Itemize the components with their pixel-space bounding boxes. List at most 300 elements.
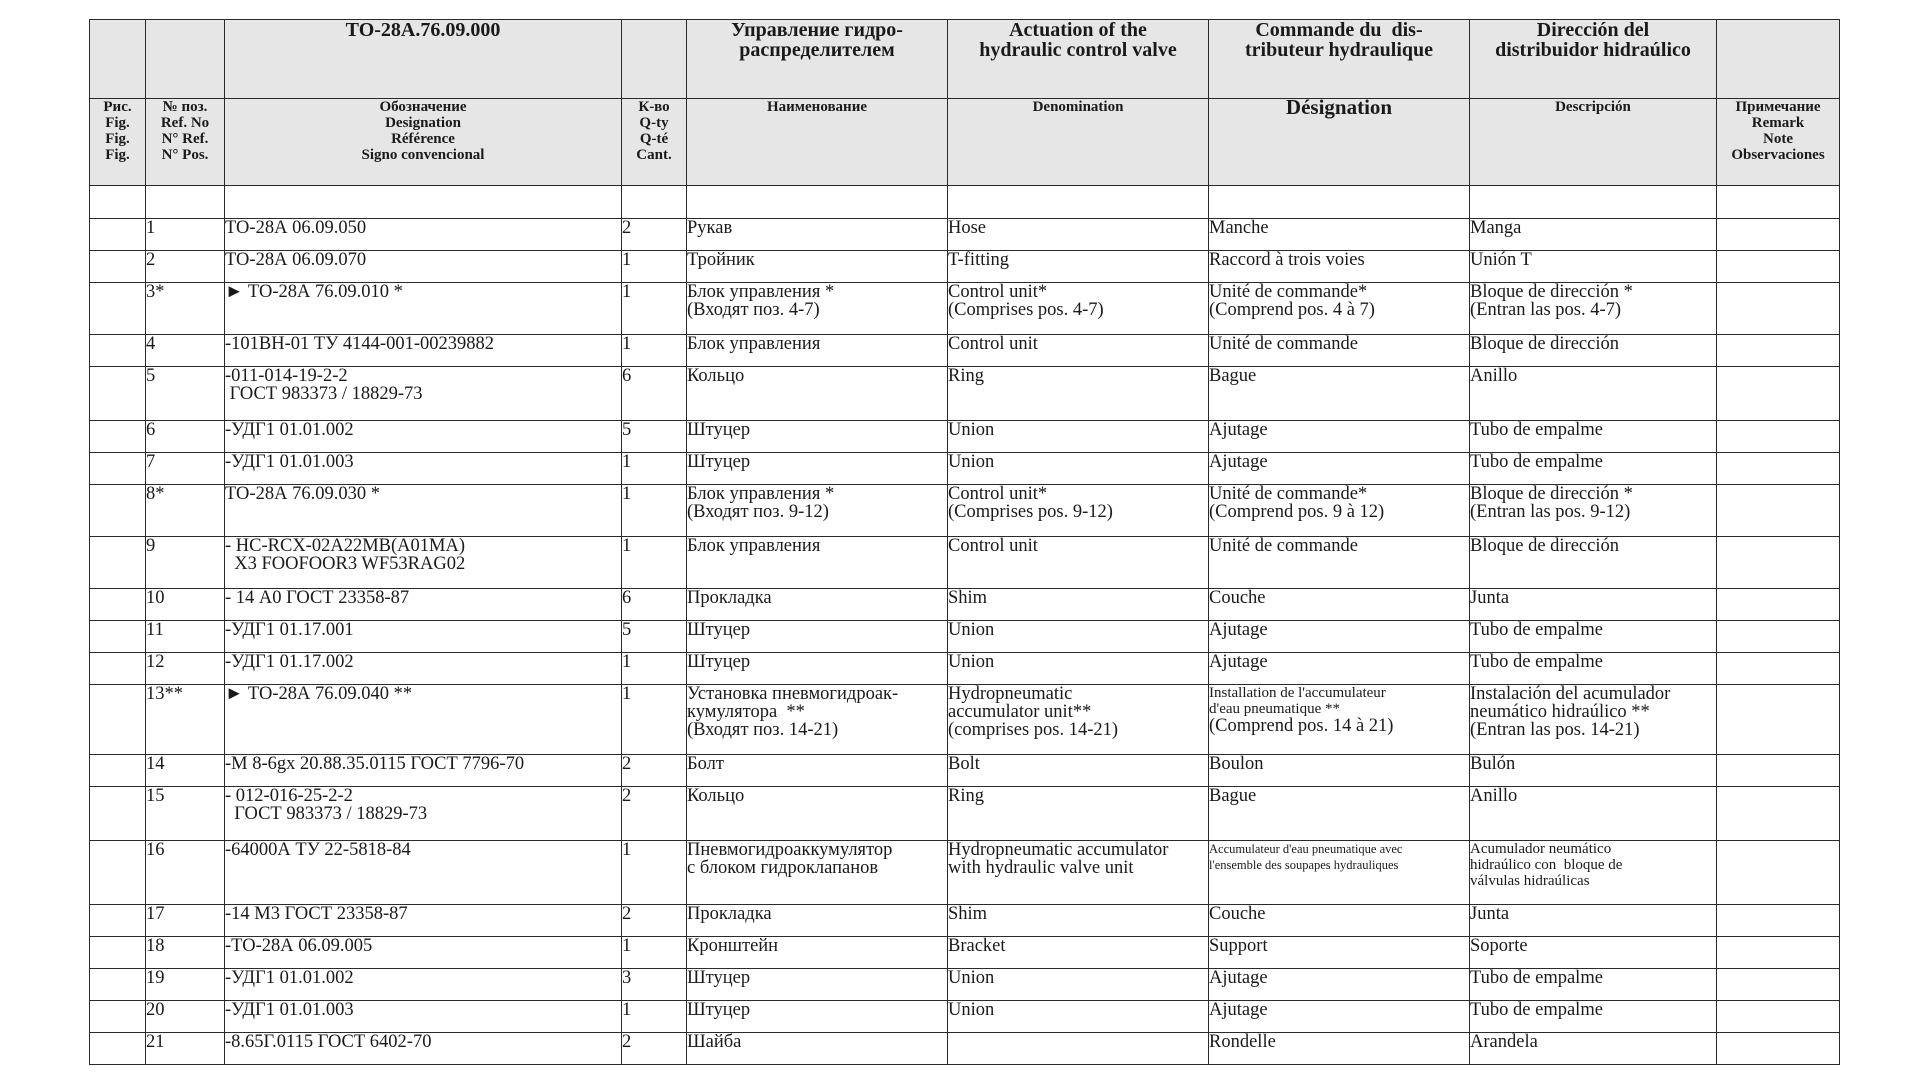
col-designation-header (225, 99, 622, 186)
name-es-cell (1470, 969, 1717, 1001)
name-ru-line: Кронштейн (687, 936, 779, 956)
name-ru-line: (Входят поз. 4-7) (687, 300, 820, 320)
col-qty-line: Q-té (639, 131, 669, 147)
name-fr-line: Manche (1209, 218, 1269, 238)
spacer-cell (687, 186, 948, 219)
qty-cell: 6 (622, 589, 687, 621)
qty-cell: 1 (622, 485, 687, 537)
name-ru-cell (687, 937, 948, 969)
name-en-line: Union (948, 452, 995, 472)
designation-line: -14 М3 ГОСТ 23358-87 (225, 904, 408, 924)
name-en-line: Union (948, 968, 995, 988)
name-es-line: Junta (1470, 904, 1510, 924)
name-en-cell (948, 367, 1209, 421)
table-row (90, 841, 1840, 905)
designation-line: ТО-28А 76.09.030 * (225, 484, 380, 504)
name-en-cell (948, 219, 1209, 251)
name-en-line: Union (948, 652, 995, 672)
name-fr-line: l'ensemble des soupapes hydrauliques (1209, 858, 1399, 872)
name-es-cell (1470, 537, 1717, 589)
fig-cell (90, 841, 146, 905)
name-fr-line: Bague (1209, 366, 1257, 386)
fig-cell (90, 905, 146, 937)
qty-cell: 1 (622, 937, 687, 969)
name-es-cell (1470, 787, 1717, 841)
spacer-row (90, 186, 1840, 219)
pos-cell: 10 (146, 589, 225, 621)
name-fr-line: Ajutage (1209, 452, 1268, 472)
name-ru-cell (687, 485, 948, 537)
name-ru-line: Штуцер (687, 968, 751, 988)
col-designation-line: Designation (385, 115, 461, 131)
title-en (948, 20, 1209, 99)
name-ru-line: Шайба (687, 1032, 742, 1052)
designation-line: -УДГ1 01.01.002 (225, 420, 354, 440)
designation-cell (225, 969, 622, 1001)
name-ru-line: Прокладка (687, 904, 772, 924)
name-fr-cell (1209, 621, 1470, 653)
name-en-cell (948, 841, 1209, 905)
name-ru-cell (687, 367, 948, 421)
name-en-cell (948, 621, 1209, 653)
pos-cell: 12 (146, 653, 225, 685)
name-es-line: Acumulador neumático (1470, 841, 1612, 857)
remark-cell (1717, 251, 1840, 283)
remark-cell (1717, 589, 1840, 621)
name-es-cell (1470, 283, 1717, 335)
name-fr-cell (1209, 335, 1470, 367)
name-en-line: Ring (948, 786, 984, 806)
name-fr-line: Raccord à trois voies (1209, 250, 1365, 270)
name-es-line: Junta (1470, 588, 1510, 608)
name-fr-cell (1209, 653, 1470, 685)
col-name-es-header: Descripción (1470, 99, 1717, 186)
name-fr-cell (1209, 841, 1470, 905)
designation-cell (225, 283, 622, 335)
name-ru-line: Штуцер (687, 652, 751, 672)
name-ru-line: Блок управления * (687, 484, 835, 504)
name-ru-line: Болт (687, 754, 724, 774)
designation-line: ТО-28А 06.09.050 (225, 218, 367, 238)
col-designation-line: Signo convencional (361, 147, 485, 163)
name-fr-line: Ajutage (1209, 420, 1268, 440)
name-fr-line: Bague (1209, 786, 1257, 806)
fig-cell (90, 283, 146, 335)
name-ru-line: Блок управления (687, 536, 821, 556)
col-pos-header (146, 99, 225, 186)
name-ru-cell (687, 283, 948, 335)
header-blank-qty (622, 20, 687, 99)
name-ru-line: Пневмогидроаккумулятор (687, 840, 893, 860)
name-en-line: Union (948, 620, 995, 640)
name-es-line: Anillo (1470, 786, 1518, 806)
name-en-line: Union (948, 1000, 995, 1020)
fig-cell (90, 1033, 146, 1065)
name-ru-cell (687, 1001, 948, 1033)
col-remark-header (1717, 99, 1840, 186)
name-fr-line: Boulon (1209, 754, 1264, 774)
name-en-cell (948, 653, 1209, 685)
table-row (90, 937, 1840, 969)
designation-cell (225, 653, 622, 685)
name-en-cell (948, 685, 1209, 755)
table-row (90, 787, 1840, 841)
name-fr-cell (1209, 1033, 1470, 1065)
name-es-line: Bloque de dirección * (1470, 484, 1633, 504)
fig-cell (90, 485, 146, 537)
fig-cell (90, 537, 146, 589)
qty-cell: 1 (622, 685, 687, 755)
name-es-line: Tubo de empalme (1470, 1000, 1603, 1020)
name-en-cell (948, 453, 1209, 485)
fig-cell (90, 621, 146, 653)
qty-cell: 1 (622, 841, 687, 905)
designation-cell (225, 537, 622, 589)
remark-cell (1717, 453, 1840, 485)
name-en-line: Bracket (948, 936, 1006, 956)
name-en-line: accumulator unit** (948, 702, 1092, 722)
name-en-line: Control unit* (948, 484, 1048, 504)
name-es-line: Tubo de empalme (1470, 620, 1603, 640)
designation-line: ГОСТ 983373 / 18829-73 (225, 804, 428, 824)
name-en-cell (948, 283, 1209, 335)
remark-cell (1717, 367, 1840, 421)
name-en-cell (948, 1001, 1209, 1033)
col-fig-line: Рис. (103, 99, 132, 115)
title-fr-line: tributeur hydraulique (1245, 39, 1433, 61)
column-header-row (90, 99, 1840, 186)
table-row (90, 653, 1840, 685)
header-blank-fig (90, 20, 146, 99)
name-fr-line: Support (1209, 936, 1268, 956)
fig-cell (90, 937, 146, 969)
name-fr-line: d'eau pneumatique ** (1209, 701, 1340, 717)
name-ru-cell (687, 787, 948, 841)
name-es-line: Bloque de dirección (1470, 334, 1619, 354)
remark-cell (1717, 335, 1840, 367)
name-es-cell (1470, 905, 1717, 937)
pos-cell: 13** (146, 685, 225, 755)
name-es-cell (1470, 219, 1717, 251)
remark-cell (1717, 219, 1840, 251)
table-row (90, 755, 1840, 787)
name-en-line: Control unit* (948, 282, 1048, 302)
qty-cell: 1 (622, 653, 687, 685)
table-row (90, 485, 1840, 537)
qty-cell: 1 (622, 335, 687, 367)
name-es-line: Anillo (1470, 366, 1518, 386)
name-fr-cell (1209, 589, 1470, 621)
qty-cell: 2 (622, 755, 687, 787)
qty-cell: 2 (622, 905, 687, 937)
name-es-line: neumático hidraúlico ** (1470, 702, 1650, 722)
col-name-ru-header: Наименование (687, 99, 948, 186)
name-ru-line: (Входят поз. 14-21) (687, 720, 839, 740)
fig-cell (90, 367, 146, 421)
qty-cell: 2 (622, 787, 687, 841)
designation-line: ГОСТ 983373 / 18829-73 (225, 384, 423, 404)
designation-line: - 14 А0 ГОСТ 23358-87 (225, 588, 410, 608)
name-ru-line: кумулятора ** (687, 702, 805, 722)
designation-line: -УДГ1 01.01.003 (225, 452, 354, 472)
designation-line: -УДГ1 01.01.002 (225, 968, 354, 988)
spacer-cell (1717, 186, 1840, 219)
title-en-line: hydraulic control valve (979, 39, 1177, 61)
col-remark-line: Remark (1751, 115, 1805, 131)
name-fr-cell (1209, 367, 1470, 421)
name-es-line: Manga (1470, 218, 1522, 238)
remark-cell (1717, 841, 1840, 905)
fig-cell (90, 755, 146, 787)
remark-cell (1717, 653, 1840, 685)
table-row (90, 969, 1840, 1001)
pos-cell: 14 (146, 755, 225, 787)
name-ru-line: Штуцер (687, 620, 751, 640)
name-fr-cell (1209, 219, 1470, 251)
remark-cell (1717, 283, 1840, 335)
parts-list-sheet (89, 19, 1839, 1065)
qty-cell: 1 (622, 1001, 687, 1033)
fig-cell (90, 787, 146, 841)
name-ru-line: Кольцо (687, 366, 745, 386)
pos-cell: 4 (146, 335, 225, 367)
name-fr-line: Unité de commande (1209, 536, 1358, 556)
name-ru-line: Блок управления (687, 334, 821, 354)
name-en-line: Shim (948, 904, 988, 924)
fig-cell (90, 589, 146, 621)
remark-cell (1717, 621, 1840, 653)
fig-cell (90, 653, 146, 685)
col-pos-line: N° Pos. (161, 147, 209, 163)
col-designation-line: Обозначение (379, 99, 467, 115)
col-remark-line: Примечание (1735, 99, 1821, 115)
designation-line: -М 8-6gx 20.88.35.0115 ГОСТ 7796-70 (225, 754, 525, 774)
name-fr-cell (1209, 937, 1470, 969)
table-row (90, 251, 1840, 283)
fig-cell (90, 453, 146, 485)
name-es-cell (1470, 421, 1717, 453)
pos-cell: 18 (146, 937, 225, 969)
name-en-cell (948, 335, 1209, 367)
designation-line: X3 FOOFOOR3 WF53RAG02 (225, 554, 466, 574)
designation-line: -УДГ1 01.01.003 (225, 1000, 354, 1020)
name-fr-line: Couche (1209, 904, 1266, 924)
name-fr-cell (1209, 969, 1470, 1001)
fig-cell (90, 335, 146, 367)
name-ru-line: Рукав (687, 218, 733, 238)
name-ru-line: Блок управления * (687, 282, 835, 302)
name-ru-cell (687, 219, 948, 251)
name-fr-line: Ajutage (1209, 652, 1268, 672)
name-es-cell (1470, 841, 1717, 905)
name-es-cell (1470, 755, 1717, 787)
qty-cell: 1 (622, 453, 687, 485)
fig-cell (90, 219, 146, 251)
name-es-cell (1470, 937, 1717, 969)
designation-cell (225, 905, 622, 937)
name-ru-cell (687, 905, 948, 937)
name-en-line: Bolt (948, 754, 980, 774)
name-ru-line: Прокладка (687, 588, 772, 608)
pos-cell: 16 (146, 841, 225, 905)
designation-cell (225, 453, 622, 485)
col-fig-line: Fig. (105, 115, 130, 131)
col-qty-line: Q-ty (639, 115, 669, 131)
pos-cell: 6 (146, 421, 225, 453)
name-es-cell (1470, 335, 1717, 367)
name-es-line: válvulas hidraúlicas (1470, 873, 1590, 889)
remark-cell (1717, 787, 1840, 841)
col-pos-line: N° Ref. (161, 131, 209, 147)
name-es-line: (Entran las pos. 9-12) (1470, 502, 1631, 522)
designation-line: -8.65Г.0115 ГОСТ 6402-70 (225, 1032, 432, 1052)
name-es-line: Instalación del acumulador (1470, 684, 1671, 704)
title-es (1470, 20, 1717, 99)
name-fr-line: Unité de commande* (1209, 282, 1368, 302)
remark-cell (1717, 685, 1840, 755)
table-row (90, 283, 1840, 335)
name-fr-cell (1209, 537, 1470, 589)
designation-line: - 012-016-25-2-2 (225, 786, 353, 806)
name-es-line: Tubo de empalme (1470, 420, 1603, 440)
name-es-line: Tubo de empalme (1470, 968, 1603, 988)
name-en-cell (948, 485, 1209, 537)
remark-cell (1717, 969, 1840, 1001)
name-fr-cell (1209, 1001, 1470, 1033)
pos-cell: 7 (146, 453, 225, 485)
col-pos-line: № поз. (162, 99, 208, 115)
name-ru-cell (687, 621, 948, 653)
pos-cell: 21 (146, 1033, 225, 1065)
name-ru-cell (687, 453, 948, 485)
name-es-cell (1470, 485, 1717, 537)
name-en-cell (948, 589, 1209, 621)
name-ru-line: Установка пневмогидроак- (687, 684, 899, 704)
title-es-line: distribuidor hidraúlico (1495, 39, 1691, 61)
remark-cell (1717, 537, 1840, 589)
fig-cell (90, 251, 146, 283)
name-en-line: Hydropneumatic accumulator (948, 840, 1169, 860)
designation-line: ► ТО-28А 76.09.040 ** (225, 684, 413, 704)
designation-line: -101ВН-01 ТУ 4144-001-00239882 (225, 334, 494, 354)
designation-line: -УДГ1 01.17.001 (225, 620, 354, 640)
table-row (90, 537, 1840, 589)
qty-cell: 2 (622, 219, 687, 251)
name-es-line: Tubo de empalme (1470, 652, 1603, 672)
designation-line: ► ТО-28А 76.09.010 * (225, 282, 403, 302)
qty-cell: 2 (622, 1033, 687, 1065)
qty-cell: 1 (622, 251, 687, 283)
pos-cell: 17 (146, 905, 225, 937)
pos-cell: 11 (146, 621, 225, 653)
name-es-line: hidraúlico con bloque de (1470, 857, 1623, 873)
header-blank-remark (1717, 20, 1840, 99)
col-qty-line: К-во (638, 99, 670, 115)
name-en-line: (comprises pos. 14-21) (948, 720, 1119, 740)
name-en-line: (Comprises pos. 9-12) (948, 502, 1113, 522)
remark-cell (1717, 937, 1840, 969)
table-row (90, 905, 1840, 937)
name-fr-line: (Comprend pos. 14 à 21) (1209, 716, 1394, 736)
table-row (90, 453, 1840, 485)
table-row (90, 1033, 1840, 1065)
pos-cell: 20 (146, 1001, 225, 1033)
col-designation-line: Référence (391, 131, 455, 147)
name-en-cell (948, 1033, 1209, 1065)
pos-cell: 9 (146, 537, 225, 589)
spacer-cell (90, 186, 146, 219)
name-fr-line: Ajutage (1209, 1000, 1268, 1020)
designation-line: - HC-RCX-02A22MB(A01MA) (225, 536, 465, 556)
table-row (90, 1001, 1840, 1033)
qty-cell: 5 (622, 421, 687, 453)
name-en-cell (948, 937, 1209, 969)
pos-cell: 19 (146, 969, 225, 1001)
name-en-line: (Comprises pos. 4-7) (948, 300, 1104, 320)
pos-cell: 15 (146, 787, 225, 841)
name-fr-cell (1209, 685, 1470, 755)
pos-cell: 8* (146, 485, 225, 537)
remark-cell (1717, 421, 1840, 453)
remark-cell (1717, 1033, 1840, 1065)
name-en-cell (948, 905, 1209, 937)
name-ru-line: Штуцер (687, 1000, 751, 1020)
spacer-cell (225, 186, 622, 219)
name-fr-line: Installation de l'accumulateur (1209, 685, 1386, 701)
name-en-line: Control unit (948, 536, 1038, 556)
name-fr-cell (1209, 283, 1470, 335)
fig-cell (90, 685, 146, 755)
designation-cell (225, 755, 622, 787)
name-en-cell (948, 251, 1209, 283)
col-name-en-header: Denomination (948, 99, 1209, 186)
remark-cell (1717, 905, 1840, 937)
name-es-line: (Entran las pos. 4-7) (1470, 300, 1622, 320)
name-en-cell (948, 755, 1209, 787)
name-es-cell (1470, 251, 1717, 283)
doc-number: ТО-28А.76.09.000 (225, 20, 622, 99)
qty-cell: 1 (622, 283, 687, 335)
remark-cell (1717, 1001, 1840, 1033)
table-row (90, 219, 1840, 251)
remark-cell (1717, 755, 1840, 787)
name-ru-cell (687, 421, 948, 453)
designation-line: -УДГ1 01.17.002 (225, 652, 354, 672)
table-row (90, 685, 1840, 755)
title-ru-line: Управление гидро- (731, 19, 903, 41)
name-fr-cell (1209, 251, 1470, 283)
name-fr-line: Accumulateur d'eau pneumatique avec (1209, 842, 1403, 856)
name-ru-cell (687, 1033, 948, 1065)
col-fig-header (90, 99, 146, 186)
name-es-line: Tubo de empalme (1470, 452, 1603, 472)
title-ru-line: распределителем (739, 39, 895, 61)
title-fr-line: Commande du dis- (1255, 19, 1423, 41)
name-ru-line: Кольцо (687, 786, 745, 806)
spacer-cell (622, 186, 687, 219)
title-header-row (90, 20, 1840, 99)
designation-cell (225, 685, 622, 755)
name-es-line: Bulón (1470, 754, 1516, 774)
designation-cell (225, 589, 622, 621)
name-fr-cell (1209, 755, 1470, 787)
col-qty-line: Cant. (636, 147, 672, 163)
name-fr-cell (1209, 905, 1470, 937)
name-es-line: Arandela (1470, 1032, 1538, 1052)
fig-cell (90, 969, 146, 1001)
name-en-cell (948, 421, 1209, 453)
designation-cell (225, 485, 622, 537)
